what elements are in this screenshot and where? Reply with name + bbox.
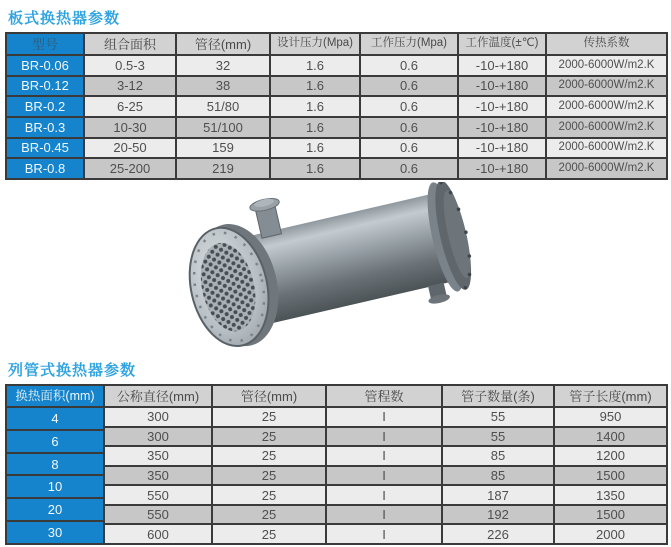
t1-header-cell: 工作压力(Mpa) <box>361 34 457 54</box>
tube-table-data-grid <box>105 386 666 543</box>
t1-cell: 51/80 <box>177 97 269 116</box>
t2-cell: 187 <box>443 486 553 504</box>
t1-cell: 51/100 <box>177 118 269 137</box>
t1-cell: -10-+180 <box>459 56 545 75</box>
t1-cell: BR-0.06 <box>7 56 83 75</box>
t2-cell: 25 <box>213 408 325 426</box>
t2-cell: 550 <box>105 506 211 524</box>
t1-cell: 6-25 <box>85 97 175 116</box>
plate-exchanger-table <box>5 32 668 180</box>
t2-cell: 600 <box>105 525 211 543</box>
t1-cell: BR-0.12 <box>7 77 83 96</box>
t1-cell: 20-50 <box>85 139 175 158</box>
t2-cell: 25 <box>213 506 325 524</box>
t1-cell: 0.6 <box>361 139 457 158</box>
t2-cell: 25 <box>213 428 325 446</box>
t2-area-cell: 6 <box>7 431 103 452</box>
t1-cell: 1.6 <box>271 118 359 137</box>
t1-cell: BR-0.3 <box>7 118 83 137</box>
t1-cell: 0.6 <box>361 56 457 75</box>
t2-header-cell: 管程数 <box>327 386 441 406</box>
t2-area-cell: 4 <box>7 408 103 429</box>
t1-cell: 1.6 <box>271 97 359 116</box>
t1-cell: -10-+180 <box>459 139 545 158</box>
t2-area-cell: 30 <box>7 522 103 543</box>
t2-cell: 1500 <box>555 506 666 524</box>
t1-header-cell: 型号 <box>7 34 83 54</box>
t1-cell: 38 <box>177 77 269 96</box>
t1-cell: 1.6 <box>271 159 359 178</box>
t1-cell: BR-0.8 <box>7 159 83 178</box>
t2-cell: 1350 <box>555 486 666 504</box>
t1-cell: 2000-6000W/m2.K <box>547 118 666 137</box>
t1-cell: 2000-6000W/m2.K <box>547 139 666 158</box>
t2-area-cell: 8 <box>7 454 103 475</box>
shell-and-tube-heat-exchanger-photo <box>155 182 535 352</box>
t2-cell: I <box>327 506 441 524</box>
tube-section-title: 列管式换热器参数 <box>8 362 137 379</box>
t1-header-cell: 设计压力(Mpa) <box>271 34 359 54</box>
t1-cell: -10-+180 <box>459 97 545 116</box>
t1-cell: 25-200 <box>85 159 175 178</box>
t2-area-cell: 10 <box>7 476 103 497</box>
t1-cell: 0.6 <box>361 159 457 178</box>
t1-cell: 32 <box>177 56 269 75</box>
t2-header-cell: 公称直径(mm) <box>105 386 211 406</box>
tube-exchanger-table <box>5 384 668 545</box>
t1-cell: 2000-6000W/m2.K <box>547 159 666 178</box>
t1-cell: 0.6 <box>361 77 457 96</box>
t2-area-cell: 20 <box>7 499 103 520</box>
t1-cell: BR-0.2 <box>7 97 83 116</box>
t2-cell: 1400 <box>555 428 666 446</box>
t2-cell: 55 <box>443 428 553 446</box>
t1-cell: 0.5-3 <box>85 56 175 75</box>
t1-cell: -10-+180 <box>459 159 545 178</box>
t2-cell: 950 <box>555 408 666 426</box>
t1-header-cell: 组合面积 <box>85 34 175 54</box>
t1-cell: 0.6 <box>361 97 457 116</box>
t2-cell: 25 <box>213 525 325 543</box>
t1-cell: 2000-6000W/m2.K <box>547 56 666 75</box>
t2-cell: 300 <box>105 408 211 426</box>
t2-cell: 1500 <box>555 467 666 485</box>
t2-header-cell: 管子长度(mm) <box>555 386 666 406</box>
t2-cell: 300 <box>105 428 211 446</box>
t2-cell: 550 <box>105 486 211 504</box>
t2-cell: 2000 <box>555 525 666 543</box>
t1-cell: 0.6 <box>361 118 457 137</box>
t1-header-cell: 工作温度(±℃) <box>459 34 545 54</box>
t1-cell: 1.6 <box>271 56 359 75</box>
t2-cell: I <box>327 428 441 446</box>
t2-cell: I <box>327 486 441 504</box>
t1-cell: 2000-6000W/m2.K <box>547 77 666 96</box>
t2-cell: 25 <box>213 486 325 504</box>
t2-cell: 226 <box>443 525 553 543</box>
t2-cell: 1200 <box>555 447 666 465</box>
plate-section-title: 板式换热器参数 <box>8 10 121 27</box>
t1-cell: -10-+180 <box>459 118 545 137</box>
tube-table-area-column <box>7 386 103 543</box>
t1-cell: 219 <box>177 159 269 178</box>
t1-header-cell: 传热系数 <box>547 34 666 54</box>
t2-area-header: 换热面积(mm) <box>7 386 103 406</box>
t1-header-cell: 管径(mm) <box>177 34 269 54</box>
photo-band <box>0 180 671 352</box>
t1-cell: BR-0.45 <box>7 139 83 158</box>
t1-cell: 2000-6000W/m2.K <box>547 97 666 116</box>
t1-cell: -10-+180 <box>459 77 545 96</box>
t2-cell: 350 <box>105 467 211 485</box>
t1-cell: 159 <box>177 139 269 158</box>
t1-cell: 1.6 <box>271 77 359 96</box>
t2-cell: I <box>327 408 441 426</box>
t2-cell: 25 <box>213 447 325 465</box>
t2-cell: 350 <box>105 447 211 465</box>
t2-cell: 55 <box>443 408 553 426</box>
t2-cell: I <box>327 467 441 485</box>
t2-cell: 192 <box>443 506 553 524</box>
t2-header-cell: 管子数量(条) <box>443 386 553 406</box>
t2-cell: 25 <box>213 467 325 485</box>
t2-cell: 85 <box>443 467 553 485</box>
t1-cell: 10-30 <box>85 118 175 137</box>
t1-cell: 1.6 <box>271 139 359 158</box>
t1-cell: 3-12 <box>85 77 175 96</box>
t2-cell: I <box>327 525 441 543</box>
t2-header-cell: 管径(mm) <box>213 386 325 406</box>
t2-cell: I <box>327 447 441 465</box>
t2-cell: 85 <box>443 447 553 465</box>
